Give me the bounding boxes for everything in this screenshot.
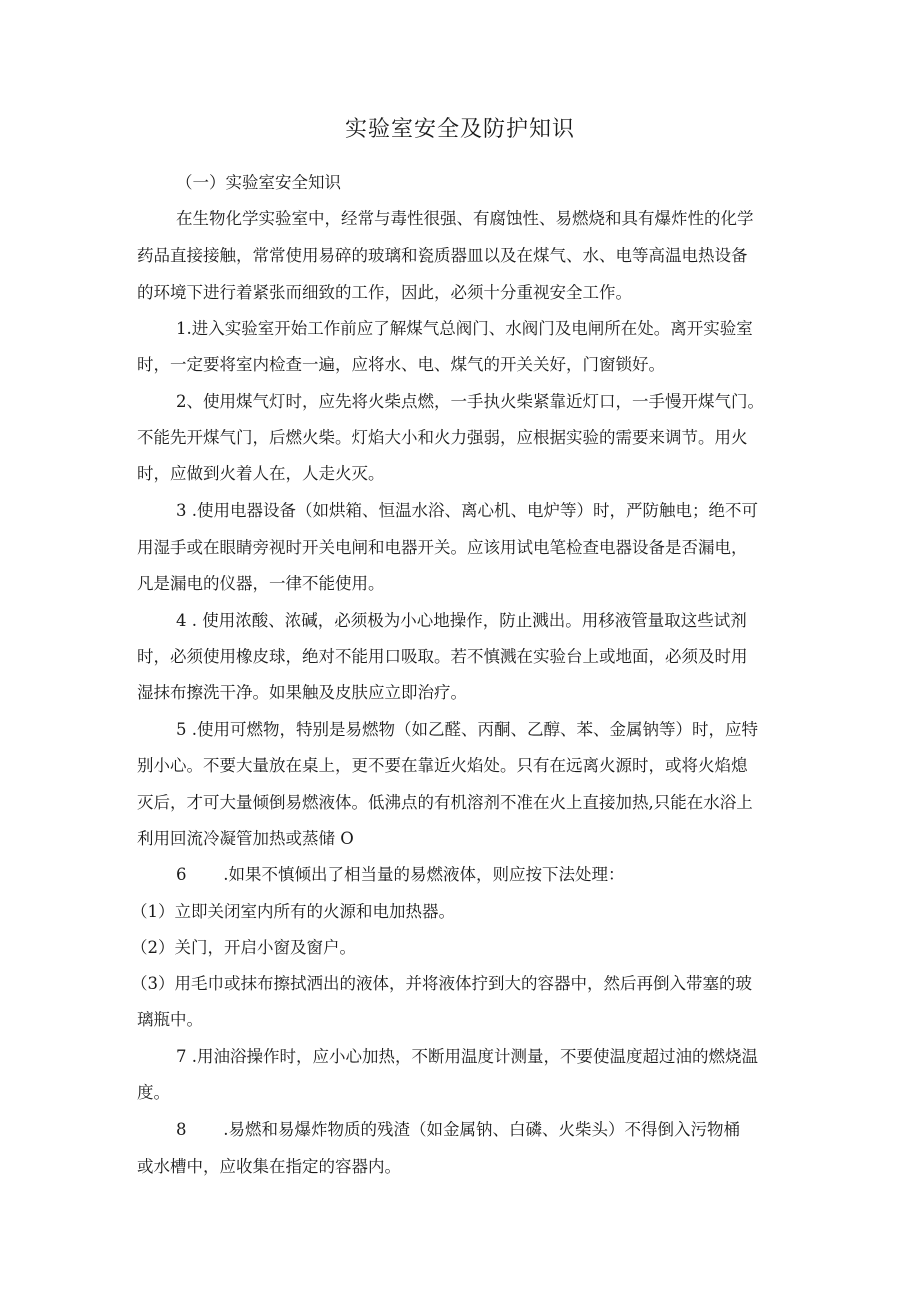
sub-item-2: （2）关门，开启小窗及窗户。 — [131, 938, 356, 957]
sub-item-3-line-2: 璃瓶中。 — [137, 1010, 203, 1029]
intro-line-1: 在生物化学实验室中，经常与毒性很强、有腐蚀性、易燃烧和具有爆炸性的化学 — [176, 209, 754, 228]
item4-line-2: 时，必须使用橡皮球，绝对不能用口吸取。若不慎溅在实验台上或地面，必须及时用 — [137, 647, 748, 666]
item5-line-4: 利用回流冷凝管加热或蒸储 O — [137, 829, 354, 848]
intro-line-3: 的环境下进行着紧张而细致的工作，因此，必须十分重视安全工作。 — [137, 283, 632, 302]
page-title: 实验室安全及防护知识 — [344, 117, 575, 142]
item7-line-2: 度。 — [137, 1083, 170, 1102]
item2-line-1: 2、使用煤气灯时，应先将火柴点燃，一手执火柴紧靠近灯口，一手慢开煤气门。 — [176, 392, 764, 411]
item1-line-2: 时，一定要将室内检查一遍，应将水、电、煤气的开关关好，门窗锁好。 — [137, 355, 665, 374]
item7-line-1: 7 .用油浴操作时，应小心加热，不断用温度计测量，不要使温度超过油的燃烧温 — [176, 1047, 758, 1066]
intro-line-2: 药品直接接触，常常使用易碎的玻璃和瓷质器皿以及在煤气、水、电等高温电热设备 — [137, 246, 748, 265]
item5-line-1: 5 .使用可燃物，特别是易燃物（如乙醛、丙酮、乙醇、苯、金属钠等）时，应特 — [176, 720, 758, 739]
item3-line-3: 凡是漏电的仪器，一律不能使用。 — [137, 574, 385, 593]
item2-line-2: 不能先开煤气门，后燃火柴。灯焰大小和火力强弱，应根据实验的需要来调节。用火 — [137, 428, 748, 447]
section-heading: （一）实验室安全知识 — [176, 173, 341, 192]
item8-line-1: 8 .易燃和易爆炸物质的残渣（如金属钠、白磷、火柴头）不得倒入污物桶 — [176, 1120, 740, 1139]
item4-line-3: 湿抹布擦洗干净。如果触及皮肤应立即治疗。 — [137, 683, 467, 702]
item5-line-2: 别小心。不要大量放在桌上，更不要在靠近火焰处。只有在远离火源时，或将火焰熄 — [137, 756, 748, 775]
item6-line-1: 6 .如果不慎倾出了相当量的易燃液体，则应按下法处理： — [176, 865, 625, 884]
item3-line-2: 用湿手或在眼睛旁视时开关电闸和电器开关。应该用试电笔检查电器设备是否漏电， — [137, 538, 748, 557]
item4-line-1: 4 . 使用浓酸、浓碱，必须极为小心地操作，防止溅出。用移液管量取这些试剂 — [176, 611, 747, 630]
item8-line-2: 或水槽中，应收集在指定的容器内。 — [137, 1157, 401, 1176]
item1-line-1: 1.进入实验室开始工作前应了解煤气总阀门、水阀门及电闸所在处。离开实验室 — [176, 319, 753, 338]
item3-line-1: 3 .使用电器设备（如烘箱、恒温水浴、离心机、电炉等）时，严防触电；绝不可 — [176, 501, 758, 520]
sub-item-3-line-1: （3）用毛巾或抹布擦拭洒出的液体，并将液体拧到大的容器中，然后再倒入带塞的玻 — [131, 974, 752, 993]
item5-line-3: 灭后，才可大量倾倒易燃液体。低沸点的有机溶剂不准在火上直接加热,只能在水浴上 — [137, 793, 753, 812]
sub-item-1: （1）立即关闭室内所有的火源和电加热器。 — [131, 902, 455, 921]
item2-line-3: 时，应做到火着人在，人走火灭。 — [137, 464, 385, 483]
